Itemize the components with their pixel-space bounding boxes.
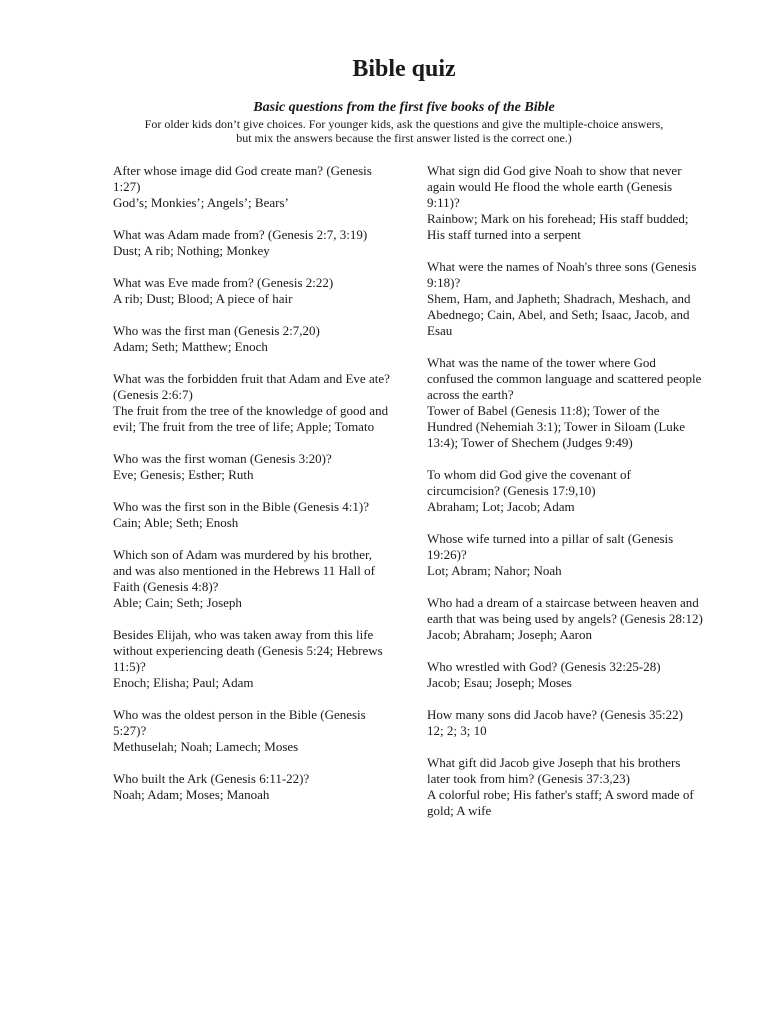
- question-block: [113, 707, 391, 755]
- question-text: Who was the first man (Genesis 2:7,20): [113, 323, 320, 338]
- question-block: [427, 355, 705, 451]
- question-block: [113, 547, 391, 611]
- answer-choices: Adam; Seth; Matthew; Enoch: [113, 339, 268, 354]
- question-block: [113, 275, 391, 307]
- question-block: [113, 163, 391, 211]
- question-block: [427, 659, 705, 691]
- answer-choices: Cain; Able; Seth; Enosh: [113, 515, 239, 530]
- question-text: Who wrestled with God? (Genesis 32:25-28): [427, 659, 661, 674]
- question-block: [113, 627, 391, 691]
- answer-choices: Jacob; Abraham; Joseph; Aaron: [427, 627, 592, 642]
- question-text: What gift did Jacob give Joseph that his brothers later took from him? (Genesis 37:3,23): [427, 755, 681, 786]
- question-text: Which son of Adam was murdered by his brother, and was also mentioned in the Hebrews 11 Hall of Faith (Genesis 4:8)?: [113, 547, 375, 594]
- question-text: To whom did God give the covenant of circumcision? (Genesis 17:9,10): [427, 467, 631, 498]
- question-block: [427, 531, 705, 579]
- instructions-line: but mix the answers because the first answer listed is the correct one.): [236, 131, 572, 145]
- question-text: Besides Elijah, who was taken away from this life without experiencing death (Genesis 5:24; Hebrews 11:5)?: [113, 627, 383, 674]
- answer-choices: A rib; Dust; Blood; A piece of hair: [113, 291, 293, 306]
- question-text: After whose image did God create man? (Genesis 1:27): [113, 163, 372, 194]
- answer-choices: God’s; Monkies’; Angels’; Bears’: [113, 195, 289, 210]
- question-text: How many sons did Jacob have? (Genesis 35:22): [427, 707, 683, 722]
- question-block: [427, 259, 705, 339]
- question-text: What sign did God give Noah to show that never again would He flood the whole earth (Genesis 9:11)?: [427, 163, 682, 210]
- page-subtitle: Basic questions from the first five books of the Bible: [253, 100, 555, 115]
- question-block: [113, 499, 391, 531]
- question-block: [427, 163, 705, 243]
- answer-choices: Enoch; Elisha; Paul; Adam: [113, 675, 254, 690]
- answer-choices: The fruit from the tree of the knowledge of good and evil; The fruit from the tree of life; Apple; Tomato: [113, 403, 389, 434]
- answer-choices: Shem, Ham, and Japheth; Shadrach, Meshach, and Abednego; Cain, Abel, and Seth; Isaac, Jacob, and Esau: [427, 291, 691, 338]
- question-text: Whose wife turned into a pillar of salt (Genesis 19:26)?: [427, 531, 674, 562]
- question-block: [113, 771, 391, 803]
- question-text: Who built the Ark (Genesis 6:11-22)?: [113, 771, 310, 786]
- question-text: What was the name of the tower where God confused the common language and scattered people across the earth?: [427, 355, 702, 402]
- right-column: [427, 163, 705, 835]
- left-column: [113, 163, 391, 819]
- question-block: [427, 755, 705, 819]
- question-text: What was the forbidden fruit that Adam and Eve ate? (Genesis 2:6:7): [113, 371, 390, 402]
- answer-choices: Able; Cain; Seth; Joseph: [113, 595, 242, 610]
- question-text: What was Adam made from? (Genesis 2:7, 3:19): [113, 227, 368, 242]
- answer-choices: Abraham; Lot; Jacob; Adam: [427, 499, 575, 514]
- answer-choices: Dust; A rib; Nothing; Monkey: [113, 243, 270, 258]
- answer-choices: Noah; Adam; Moses; Manoah: [113, 787, 270, 802]
- answer-choices: Rainbow; Mark on his forehead; His staff budded; His staff turned into a serpent: [427, 211, 689, 242]
- page-title: Bible quiz: [352, 56, 456, 82]
- question-text: What was Eve made from? (Genesis 2:22): [113, 275, 334, 290]
- answer-choices: 12; 2; 3; 10: [427, 723, 487, 738]
- question-block: [427, 707, 705, 739]
- question-text: Who was the first woman (Genesis 3:20)?: [113, 451, 332, 466]
- answer-choices: Lot; Abram; Nahor; Noah: [427, 563, 562, 578]
- question-block: [113, 451, 391, 483]
- question-block: [113, 323, 391, 355]
- question-block: [427, 595, 705, 643]
- question-text: What were the names of Noah's three sons (Genesis 9:18)?: [427, 259, 697, 290]
- question-block: [113, 371, 391, 435]
- instructions: [0, 117, 768, 145]
- instructions-line: For older kids don’t give choices. For younger kids, ask the questions and give the multiple-choice answers,: [144, 117, 664, 131]
- answer-choices: A colorful robe; His father's staff; A sword made of gold; A wife: [427, 787, 694, 818]
- answer-choices: Jacob; Esau; Joseph; Moses: [427, 675, 572, 690]
- answer-choices: Tower of Babel (Genesis 11:8); Tower of the Hundred (Nehemiah 3:1); Tower in Siloam (Luke 13:4); Tower of Shechem (Judges 9:49): [427, 403, 686, 450]
- question-text: Who was the first son in the Bible (Genesis 4:1)?: [113, 499, 369, 514]
- question-block: [113, 227, 391, 259]
- question-text: Who was the oldest person in the Bible (Genesis 5:27)?: [113, 707, 366, 738]
- answer-choices: Methuselah; Noah; Lamech; Moses: [113, 739, 299, 754]
- question-text: Who had a dream of a staircase between heaven and earth that was being used by angels? (Genesis 28:12): [427, 595, 703, 626]
- question-block: [427, 467, 705, 515]
- answer-choices: Eve; Genesis; Esther; Ruth: [113, 467, 254, 482]
